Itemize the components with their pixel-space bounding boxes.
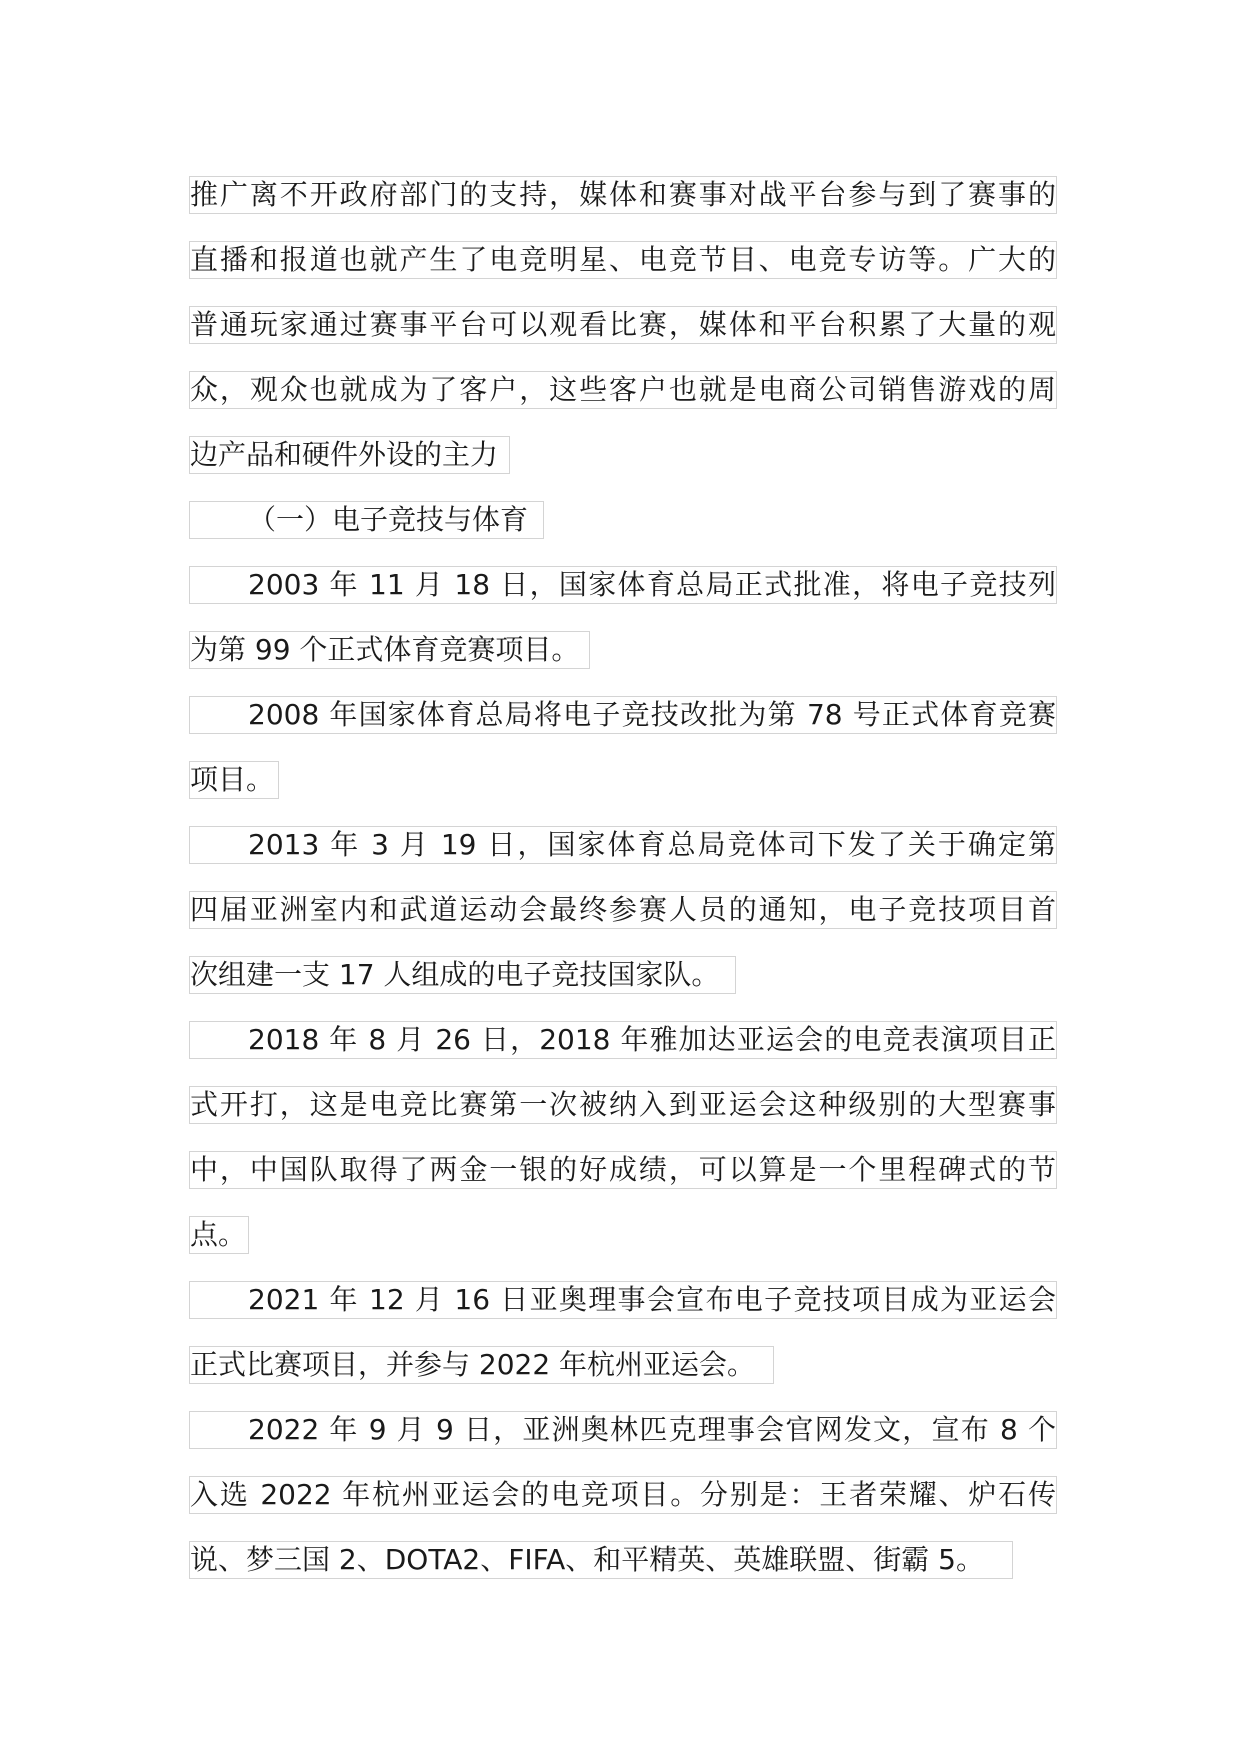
section-heading: （一）电子竞技与体育 xyxy=(189,501,544,539)
text-line: 2021 年 12 月 16 日亚奥理事会宣布电子竞技项目成为亚运会 xyxy=(189,1281,1057,1319)
text-line: 说、梦三国 2、DOTA2、FIFA、和平精英、英雄联盟、街霸 5。 xyxy=(189,1541,1013,1579)
text-line: 式开打，这是电竞比赛第一次被纳入到亚运会这种级别的大型赛事 xyxy=(189,1086,1057,1124)
text-line: 入选 2022 年杭州亚运会的电竞项目。分别是：王者荣耀、炉石传 xyxy=(189,1476,1057,1514)
text-line: 2018 年 8 月 26 日，2018 年雅加达亚运会的电竞表演项目正 xyxy=(189,1021,1057,1059)
text-line: 四届亚洲室内和武道运动会最终参赛人员的通知，电子竞技项目首 xyxy=(189,891,1057,929)
text-line: 2013 年 3 月 19 日，国家体育总局竞体司下发了关于确定第 xyxy=(189,826,1057,864)
text-line: 边产品和硬件外设的主力 xyxy=(189,436,510,474)
text-line: 为第 99 个正式体育竞赛项目。 xyxy=(189,631,590,669)
text-line: 推广离不开政府部门的支持，媒体和赛事对战平台参与到了赛事的 xyxy=(189,176,1057,214)
text-line: 众，观众也就成为了客户，这些客户也就是电商公司销售游戏的周 xyxy=(189,371,1057,409)
text-line: 中，中国队取得了两金一银的好成绩，可以算是一个里程碑式的节 xyxy=(189,1151,1057,1189)
text-line: 2003 年 11 月 18 日，国家体育总局正式批准，将电子竞技列 xyxy=(189,566,1057,604)
text-line: 正式比赛项目，并参与 2022 年杭州亚运会。 xyxy=(189,1346,774,1384)
text-line: 普通玩家通过赛事平台可以观看比赛，媒体和平台积累了大量的观 xyxy=(189,306,1057,344)
text-line: 项目。 xyxy=(189,761,279,799)
text-line: 2022 年 9 月 9 日，亚洲奥林匹克理事会官网发文，宣布 8 个 xyxy=(189,1411,1057,1449)
text-line: 2008 年国家体育总局将电子竞技改批为第 78 号正式体育竞赛 xyxy=(189,696,1057,734)
text-line: 点。 xyxy=(189,1216,249,1254)
text-line: 直播和报道也就产生了电竞明星、电竞节目、电竞专访等。广大的 xyxy=(189,241,1057,279)
text-line: 次组建一支 17 人组成的电子竞技国家队。 xyxy=(189,956,736,994)
